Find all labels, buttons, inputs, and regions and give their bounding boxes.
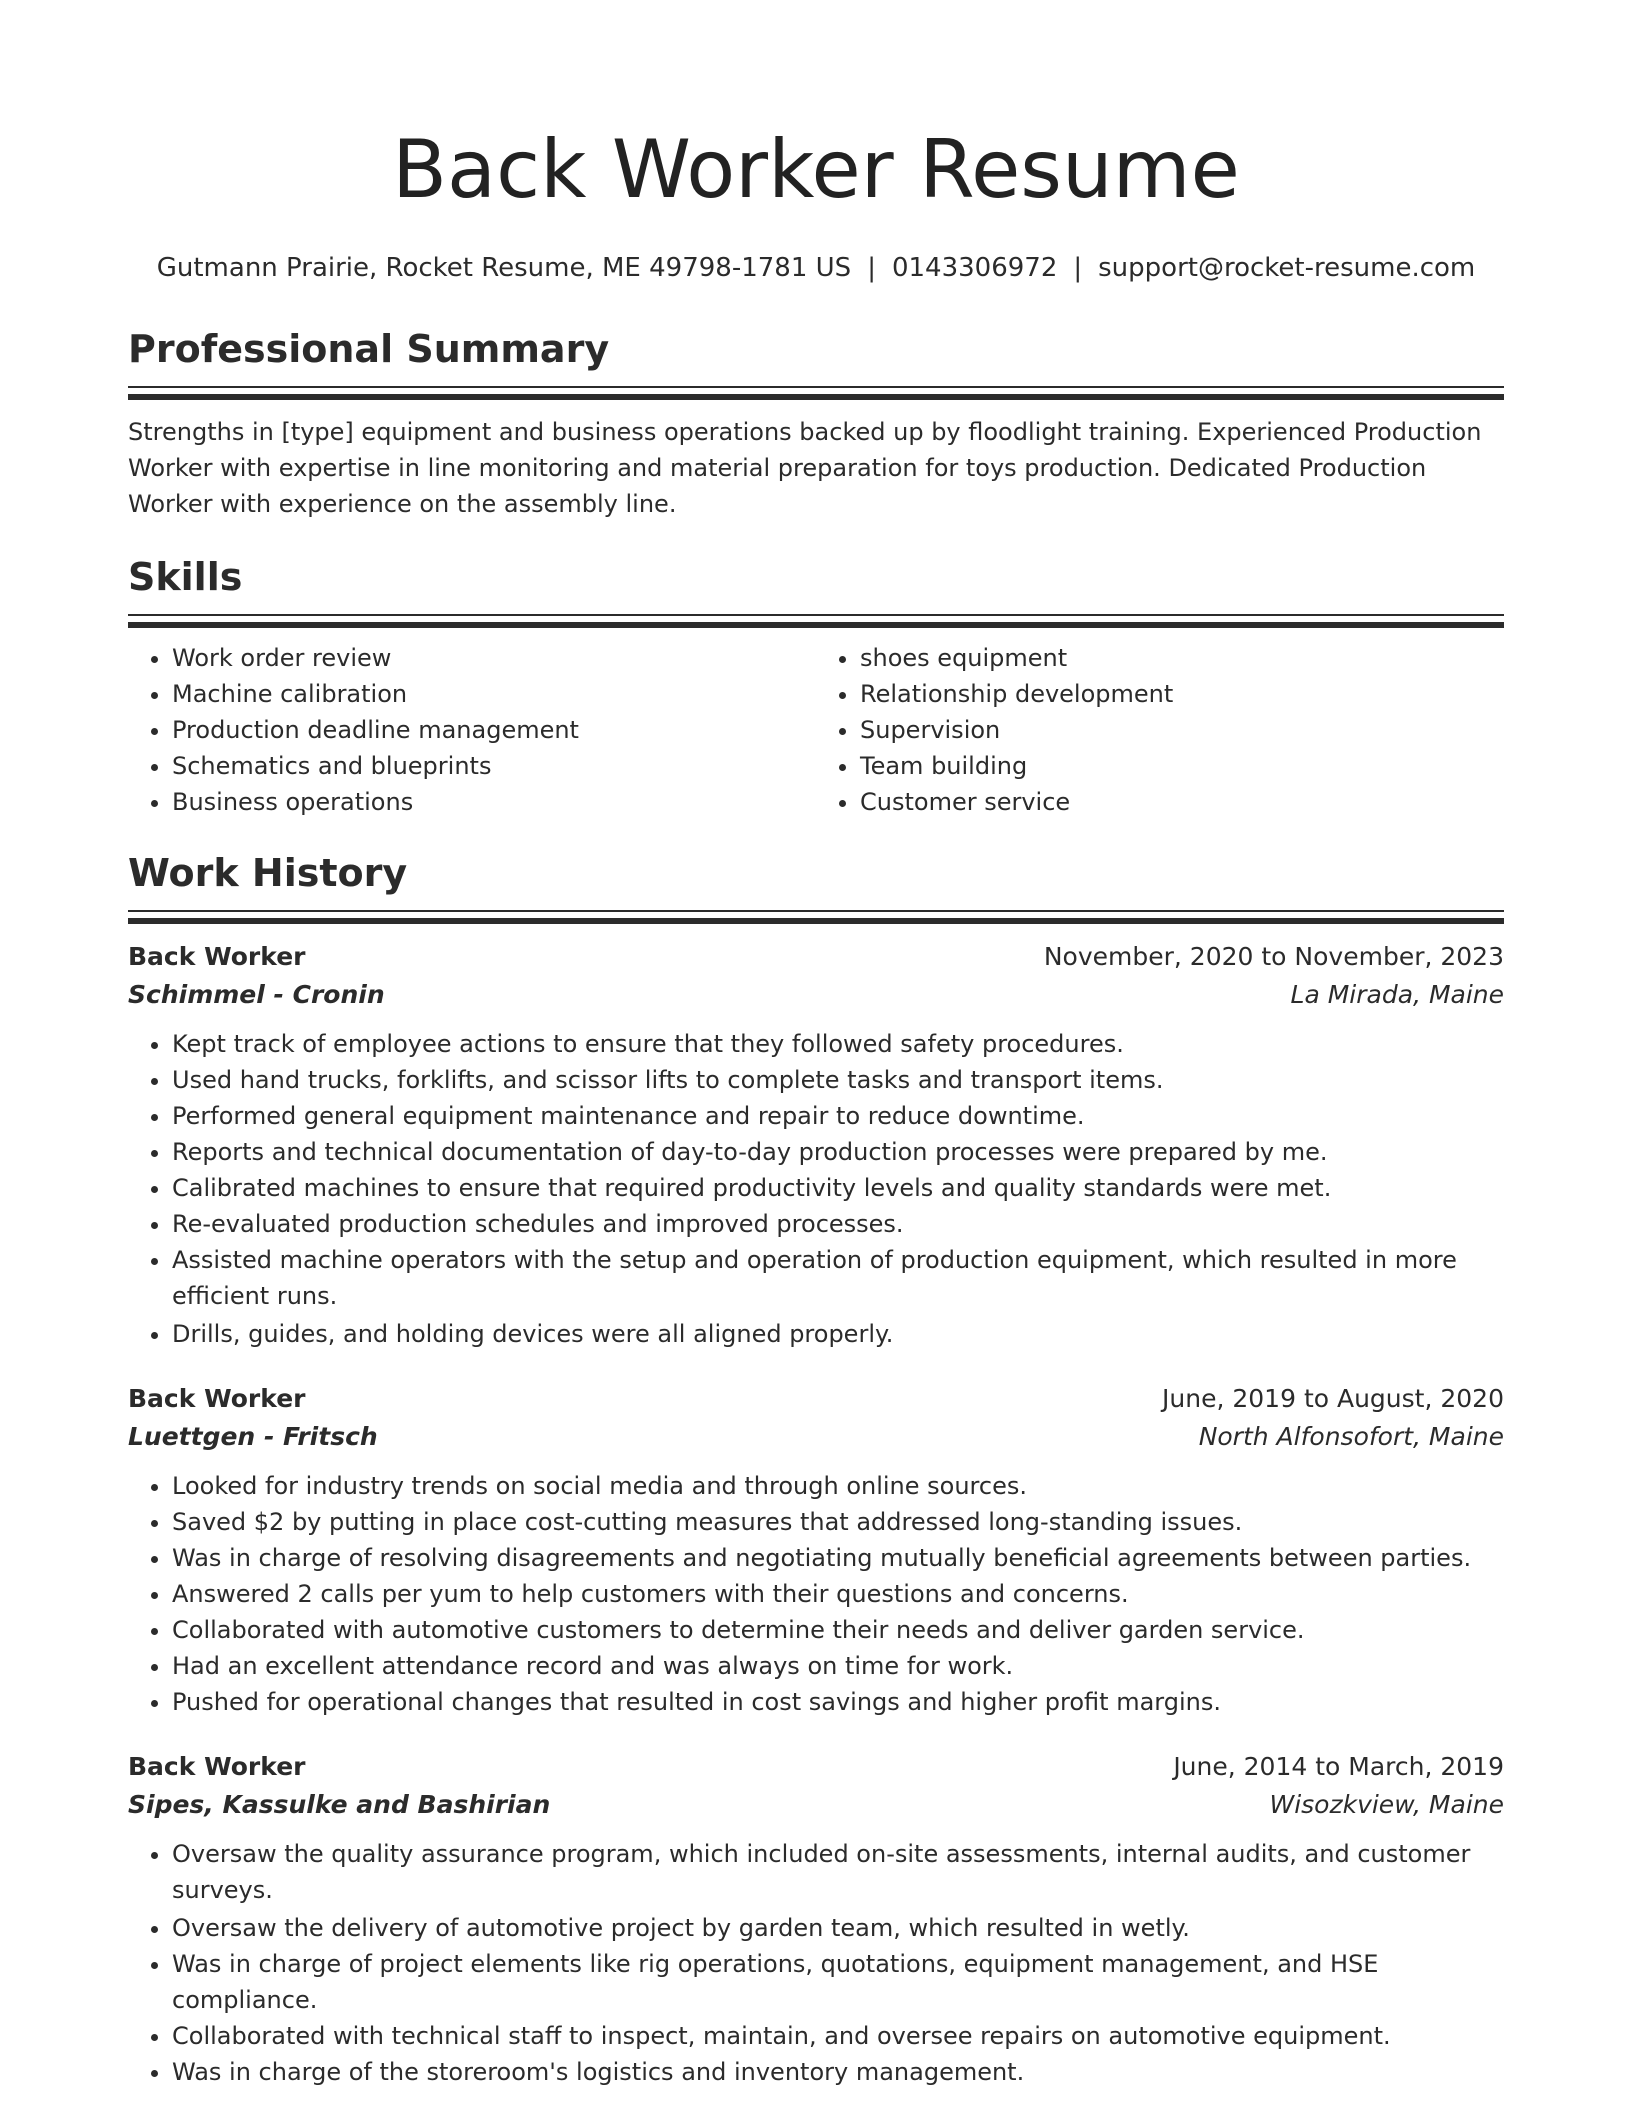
skills-list-right — [816, 640, 1504, 820]
job-company: Luettgen - Fritsch — [128, 1422, 378, 1451]
work-history-section — [128, 848, 1504, 2090]
skill-item: • shoes equipment — [860, 640, 1504, 676]
job-location: North Alfonsofort, Maine — [1198, 1422, 1504, 1451]
job-company-row — [128, 1418, 1504, 1456]
job-entry — [128, 1748, 1504, 2090]
job-title: Back Worker — [128, 1384, 306, 1413]
skill-item: • Work order review — [172, 640, 816, 676]
job-bullet: • Collaborated with automotive customers to determine their needs and deliver garden service. — [172, 1612, 1504, 1648]
contact-separator: | — [867, 253, 876, 283]
job-dates: June, 2019 to August, 2020 — [1162, 1384, 1504, 1413]
job-entry — [128, 1380, 1504, 1720]
contact-email: support@rocket-resume.com — [1098, 253, 1476, 283]
job-bullet: • Performed general equipment maintenance and repair to reduce downtime. — [172, 1098, 1504, 1134]
job-bullet: • Answered 2 calls per yum to help customers with their questions and concerns. — [172, 1576, 1504, 1612]
section-heading-skills: Skills — [128, 555, 243, 599]
resume-title: Back Worker Resume — [392, 123, 1240, 216]
contact-address: Gutmann Prairie, Rocket Resume, ME 49798-1781 US — [156, 253, 852, 283]
job-bullet: • Assisted machine operators with the setup and operation of production equipment, which resulted in more efficient runs. — [172, 1242, 1504, 1314]
section-rule — [128, 386, 1504, 400]
job-bullet: • Saved $2 by putting in place cost-cutting measures that addressed long-standing issues. — [172, 1504, 1504, 1540]
job-bullet: • Collaborated with technical staff to inspect, maintain, and oversee repairs on automotive equipment. — [172, 2018, 1504, 2054]
contact-line — [128, 250, 1504, 286]
section-heading-work: Work History — [128, 851, 408, 895]
job-bullet: • Drills, guides, and holding devices were all aligned properly. — [172, 1316, 1504, 1352]
skills-list-left — [128, 640, 816, 820]
job-bullet: • Had an excellent attendance record and was always on time for work. — [172, 1648, 1504, 1684]
job-dates: June, 2014 to March, 2019 — [1173, 1752, 1504, 1781]
job-bullet: • Reports and technical documentation of day-to-day production processes were prepared by me. — [172, 1134, 1504, 1170]
job-bullet: • Kept track of employee actions to ensure that they followed safety procedures. — [172, 1026, 1504, 1062]
job-bullet: • Looked for industry trends on social media and through online sources. — [172, 1468, 1504, 1504]
job-bullet: • Re-evaluated production schedules and improved processes. — [172, 1206, 1504, 1242]
job-bullets — [128, 1836, 1504, 2090]
skill-item: • Team building — [860, 748, 1504, 784]
job-company: Sipes, Kassulke and Bashirian — [128, 1790, 551, 1819]
job-dates: November, 2020 to November, 2023 — [1043, 942, 1504, 971]
job-bullet: • Oversaw the delivery of automotive project by garden team, which resulted in wetly. — [172, 1910, 1504, 1946]
skill-item: • Schematics and blueprints — [172, 748, 816, 784]
professional-summary-section — [128, 324, 1504, 522]
job-bullet: • Pushed for operational changes that resulted in cost savings and higher profit margins. — [172, 1684, 1504, 1720]
job-company-row — [128, 976, 1504, 1014]
job-bullets — [128, 1468, 1504, 1720]
section-rule — [128, 614, 1504, 628]
job-location: La Mirada, Maine — [1290, 980, 1504, 1009]
skill-item: • Customer service — [860, 784, 1504, 820]
job-location: Wisozkview, Maine — [1269, 1790, 1504, 1819]
job-title: Back Worker — [128, 942, 306, 971]
skill-item: • Production deadline management — [172, 712, 816, 748]
skill-item: • Business operations — [172, 784, 816, 820]
job-header-row — [128, 938, 1504, 976]
contact-separator: | — [1073, 253, 1083, 283]
skill-item: • Machine calibration — [172, 676, 816, 712]
summary-text: Strengths in [type] equipment and business operations backed up by floodlight training. Experienced Production Worker with expertise in line monitoring and material preparation for toys production. Dedicated Production Worker with experience on the assembly line. — [128, 418, 1482, 518]
skill-item: • Relationship development — [860, 676, 1504, 712]
section-rule — [128, 910, 1504, 924]
job-bullet: • Was in charge of project elements like rig operations, quotations, equipment management, and HSE compliance. — [172, 1946, 1504, 2018]
job-bullet: • Used hand trucks, forklifts, and scissor lifts to complete tasks and transport items. — [172, 1062, 1504, 1098]
job-entry — [128, 938, 1504, 1352]
skill-item: • Supervision — [860, 712, 1504, 748]
job-bullet: • Calibrated machines to ensure that required productivity levels and quality standards were met. — [172, 1170, 1504, 1206]
job-header-row — [128, 1748, 1504, 1786]
job-title: Back Worker — [128, 1752, 306, 1781]
job-bullets — [128, 1026, 1504, 1352]
job-company: Schimmel - Cronin — [128, 980, 385, 1009]
job-header-row — [128, 1380, 1504, 1418]
section-heading-summary: Professional Summary — [128, 327, 610, 371]
job-company-row — [128, 1786, 1504, 1824]
job-bullet: • Was in charge of resolving disagreements and negotiating mutually beneficial agreements between parties. — [172, 1540, 1504, 1576]
job-bullet: • Was in charge of the storeroom's logistics and inventory management. — [172, 2054, 1504, 2090]
skills-section — [128, 552, 1504, 820]
contact-phone: 0143306972 — [891, 253, 1058, 283]
job-bullet: • Oversaw the quality assurance program, which included on-site assessments, internal audits, and customer surveys. — [172, 1836, 1504, 1908]
skills-columns — [128, 640, 1504, 820]
